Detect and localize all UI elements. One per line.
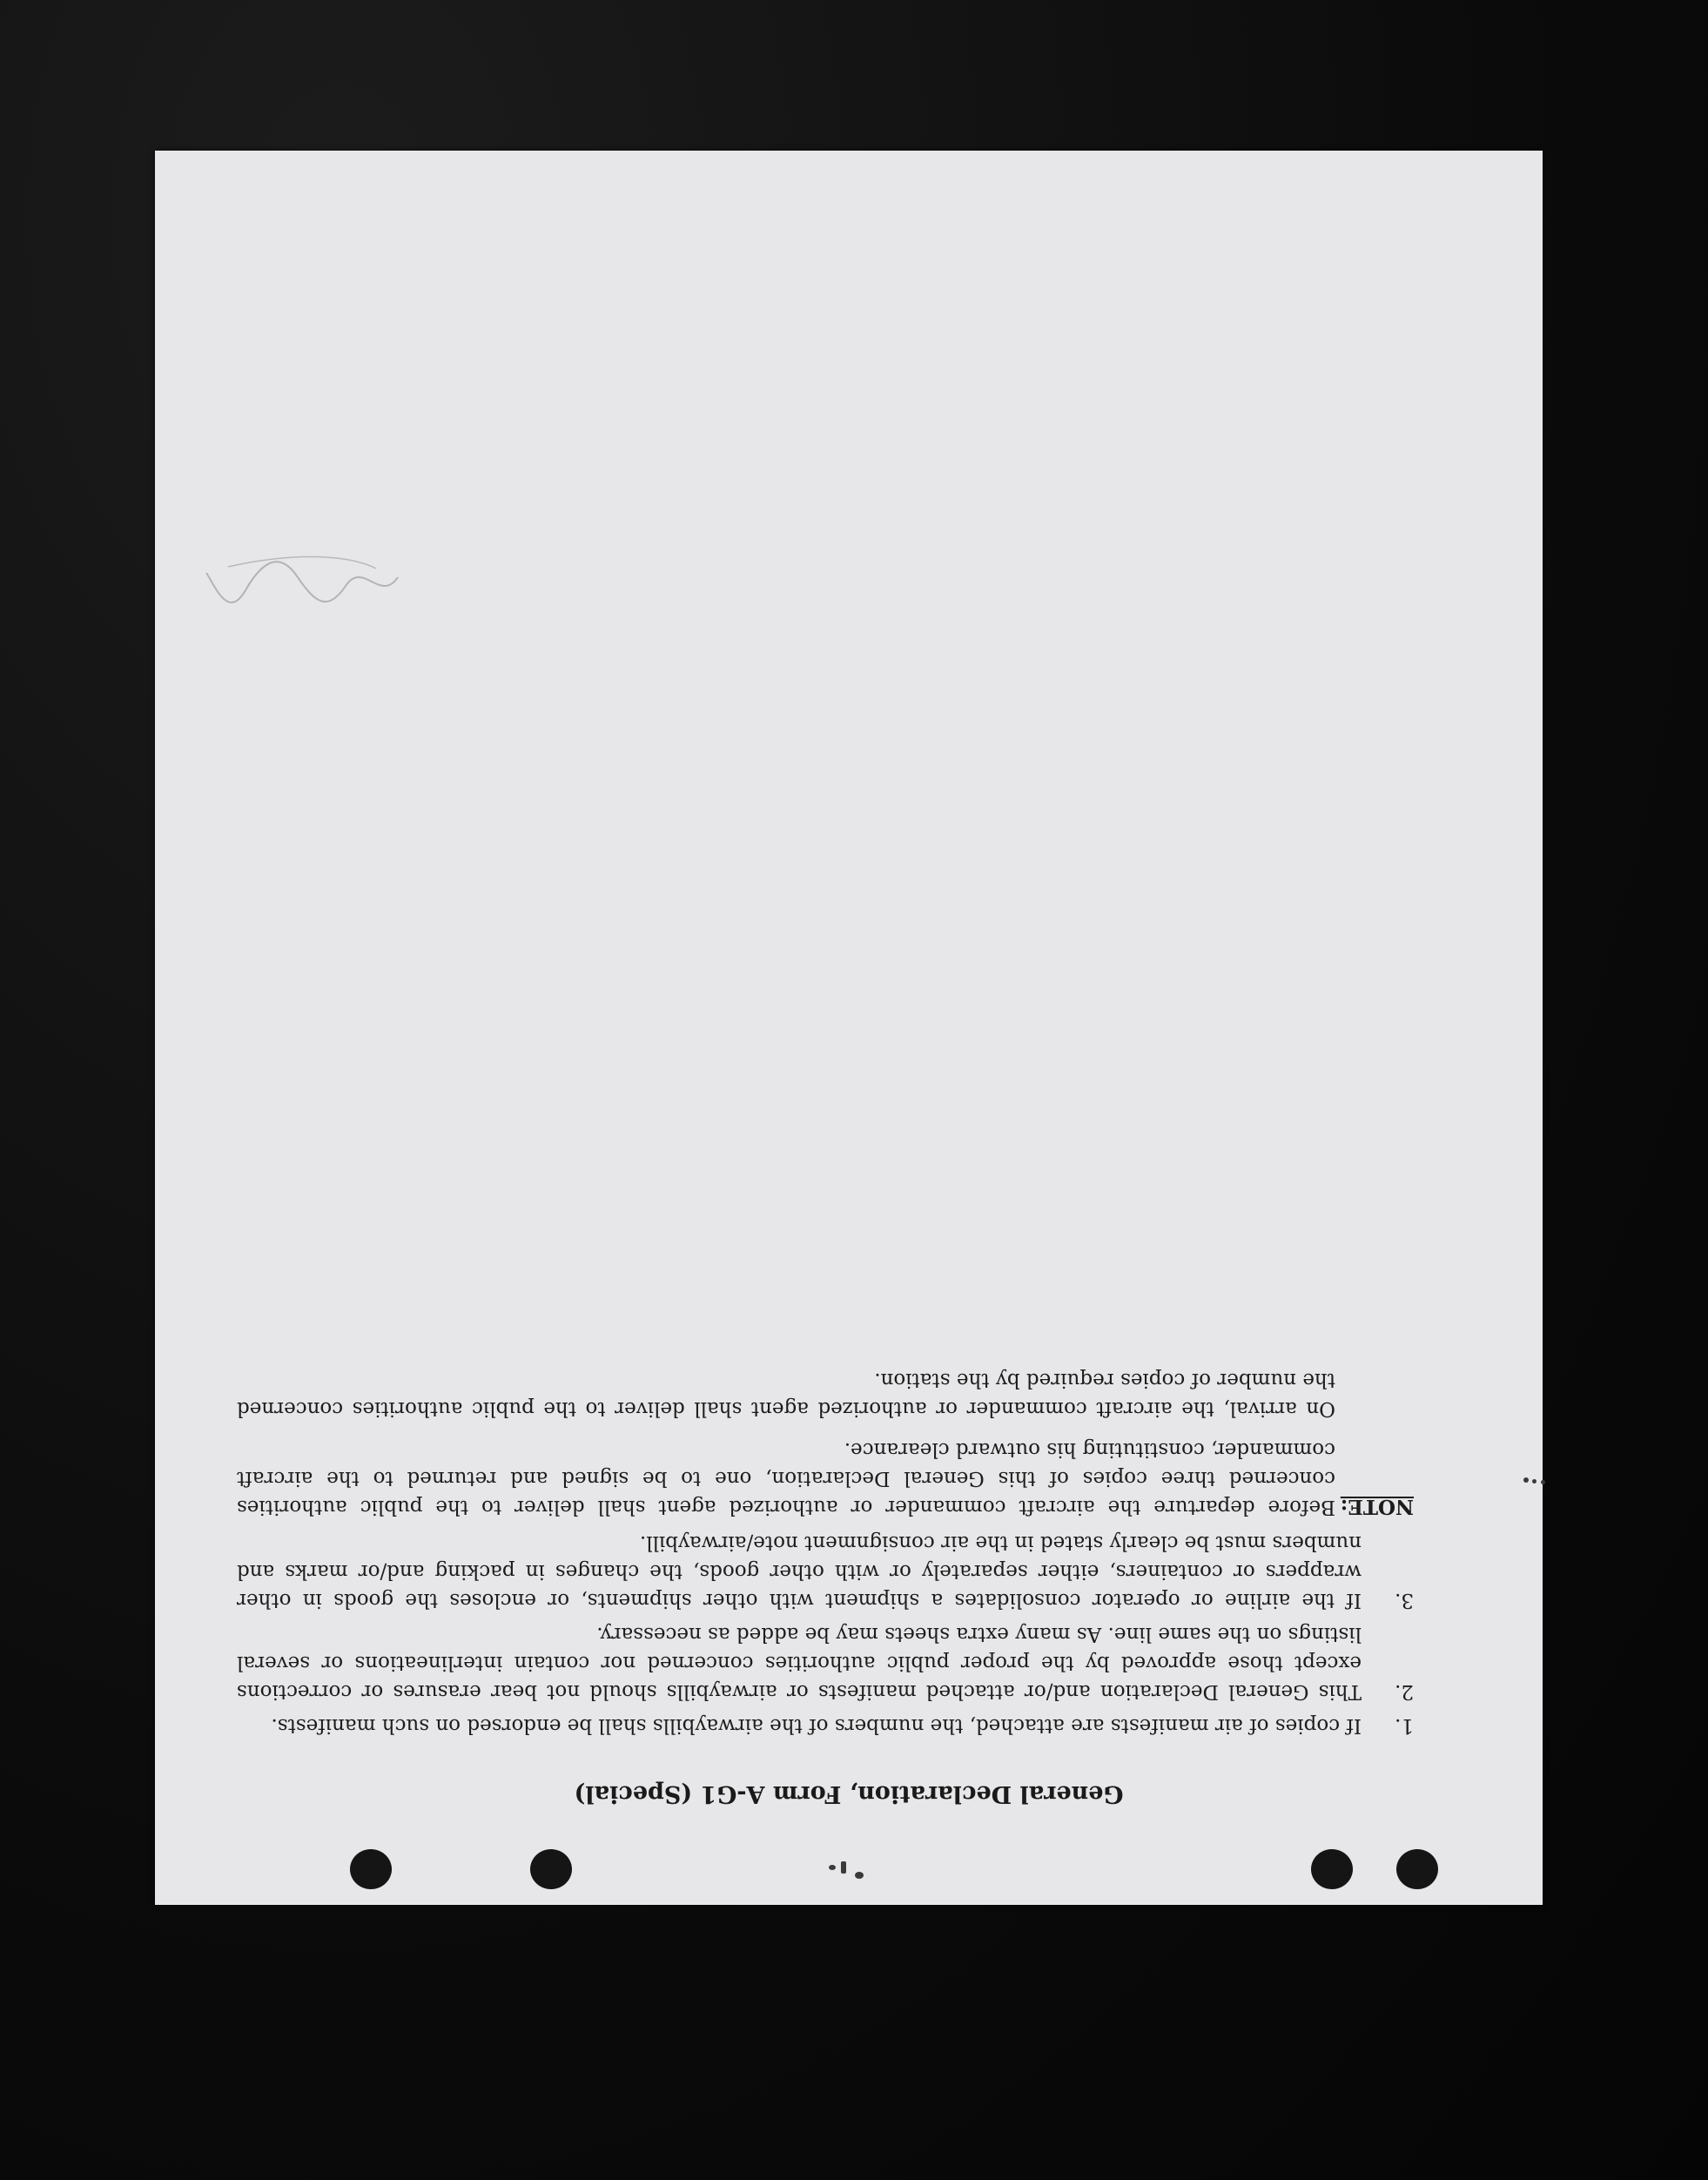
list-item: [237, 1619, 1414, 1706]
pencil-scribble: [202, 542, 402, 621]
note-paragraph: Before departure the aircraft commander or authorized agent shall deliver to the public authorities concerned three copies of this General Declaration, one to be signed and returned to the aircraft commander, constituting his outward clearance.: [237, 1438, 1335, 1518]
upside-down-content: [155, 151, 1543, 1905]
edge-mark: [1541, 1480, 1545, 1484]
list-item: [237, 1711, 1414, 1739]
item-text: This General Declaration and/or attached manifests or airwaybills should not bear erasures or corrections except those approved by the proper public authorities concerned nor contain interlineations or several listings on the same line. As many extra sheets may be added as necessary.: [237, 1623, 1362, 1703]
punch-hole: [1396, 1849, 1438, 1889]
punch-hole: [1311, 1849, 1353, 1889]
item-text: If the airline or operator consolidates a shipment with other shipments, or encloses the goods in other wrappers or containers, either separately or with other goods, the changes in packing and/or marks and numbers must be clearly stated in the air consignment note/airwaybill.: [237, 1531, 1362, 1611]
instructions-list: [237, 1365, 1414, 1739]
edge-mark: [1532, 1479, 1537, 1484]
note-paragraph: On arrival, the aircraft commander or authorized agent shall deliver to the public authorities concerned the number of copies required by the station.: [237, 1369, 1335, 1420]
ink-mark: [855, 1872, 864, 1879]
document-title: General Declaration, Form A-G1 (Special): [574, 1780, 1124, 1807]
list-item: [237, 1528, 1414, 1614]
note-label: NOTE:: [1340, 1495, 1414, 1518]
punch-hole: [530, 1849, 572, 1889]
ink-mark: [829, 1865, 836, 1870]
punch-hole: [350, 1849, 392, 1889]
item-number: 1.: [1395, 1714, 1414, 1737]
ink-mark: [841, 1861, 846, 1874]
note-body: [237, 1365, 1335, 1521]
edge-mark: [1523, 1477, 1529, 1483]
document-page: [155, 151, 1543, 1905]
note-block: [237, 1365, 1414, 1521]
item-number: 2.: [1395, 1680, 1414, 1703]
item-text: If copies of air manifests are attached, the numbers of the airwaybills shall be endorsed on such manifests.: [271, 1714, 1362, 1737]
item-number: 3.: [1395, 1589, 1414, 1611]
